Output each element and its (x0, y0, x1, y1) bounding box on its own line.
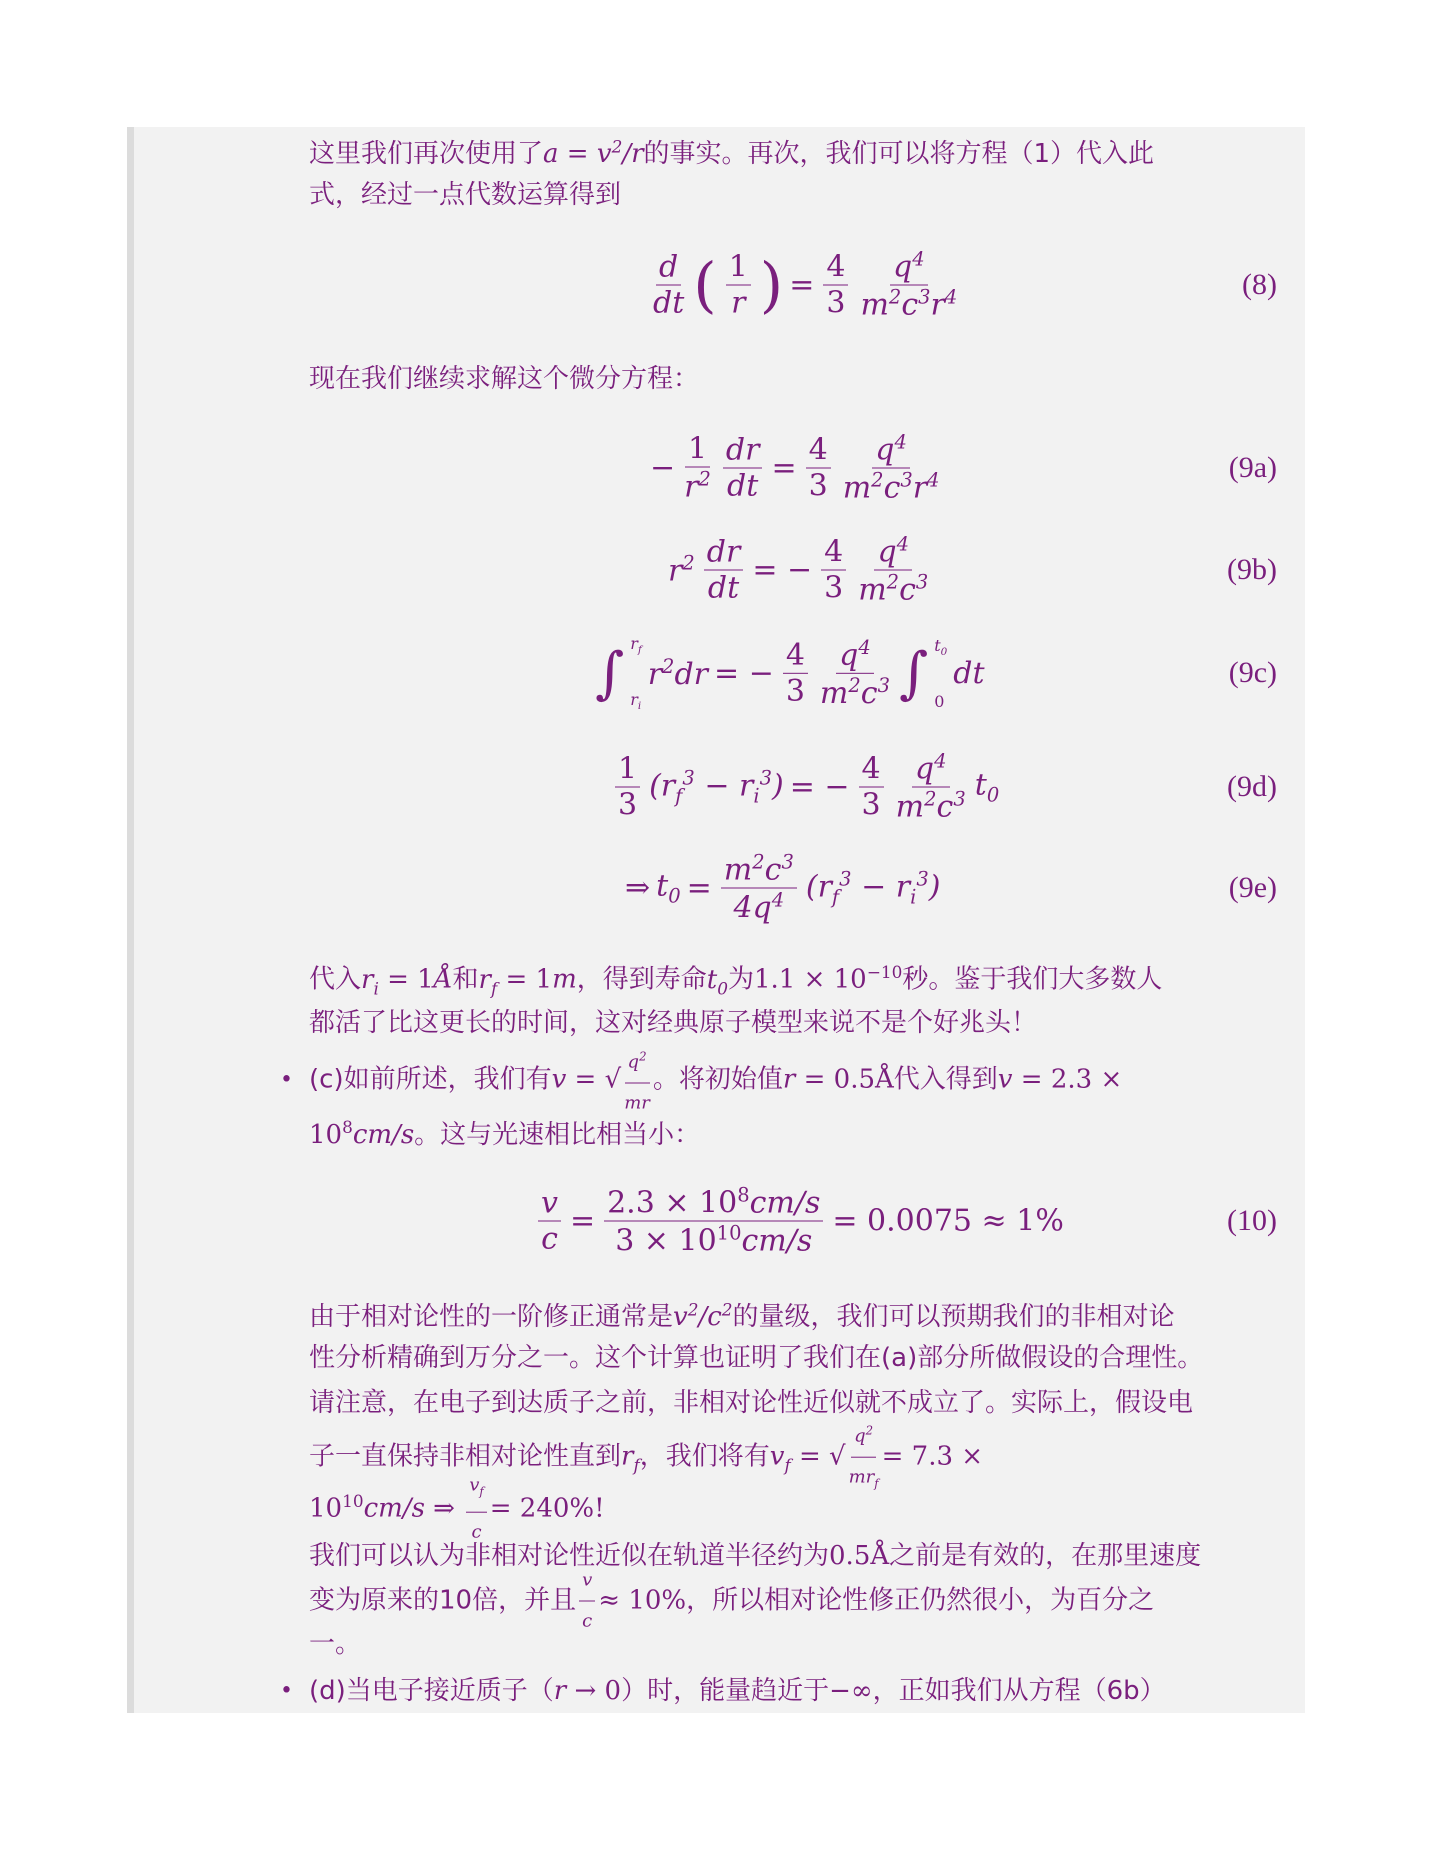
paragraph-line: 请注意，在电子到达质子之前，非相对论性近似就不成立了。实际上，假设电 (309, 1388, 1194, 1418)
paragraph-line: 都活了比这更长的时间，这对经典原子模型来说不是个好兆头！ (309, 1008, 1038, 1038)
equation-number: (9c) (1228, 656, 1277, 689)
equation-number: (8) (1242, 268, 1277, 301)
equation-9b: $r^2$ dr dt = − 4 3 $q^4$ $m^2c^3$ (668, 532, 929, 608)
paragraph-line: 变为原来的10倍，并且 $\frac{v}{c}$ ≈ 10%，所以相对论性修正仍然很小，为百分之 (309, 1561, 1154, 1642)
paragraph-line: 子一直保持非相对论性直到$r_f$，我们将有$v_f$ = √ $q^2$ $mr_f$ = 7.3 × (309, 1411, 983, 1504)
paragraph-line: 我们可以认为非相对论性近似在轨道半径约为0.5Å之前是有效的，在那里速度 (309, 1541, 1202, 1571)
paragraph-line: 代入$r_i$ = 1Å和$r_f = 1m$，得到寿命$t_0$为$1.1 \times 10^{-10}$秒。鉴于我们大多数人 (309, 962, 1163, 998)
equation-9d: 1 3 $(r_f^3 - r_i^3)$ = − 4 3 $q^4$ $m^2c^3$ $t_0$ (612, 750, 999, 825)
list-item-c: (c)如前所述，我们有v = √ $\frac{q^2}{mr}$ 。将初始值r = 0.5Å代入得到v = 2.3 × (309, 1037, 1122, 1124)
equation-number: (9d) (1227, 770, 1277, 803)
equation-number: (9b) (1227, 553, 1277, 586)
equation-8: d dt ( 1 r ) = 4 3 $q^4$ $m^2c^3r^4$ (653, 247, 958, 323)
equation-number: (9e) (1228, 871, 1277, 904)
paragraph-line: 这里我们再次使用了$a = v^2/r$的事实。再次，我们可以将方程（1）代入此 (309, 136, 1155, 169)
paragraph-line: 性分析精确到万分之一。这个计算也证明了我们在(a)部分所做假设的合理性。 (309, 1343, 1204, 1373)
equation-9e: ⇒ $t_0$ = $m^2c^3$ $4q^4$ $(r_f^3 - r_i^3)$ (625, 850, 941, 926)
paragraph-line: 由于相对论性的一阶修正通常是$v^2/c^2$的量级，我们可以预期我们的非相对论 (309, 1299, 1175, 1332)
equation-10: v c = $\frac{2.3 \times 10^8cm/s}{3 \times 10^{10}cm/s}$ = 0.0075 ≈ 1% (535, 1184, 1064, 1259)
equation-number: (9a) (1228, 451, 1277, 484)
equation-9a: − 1 $r^2$ dr dt = 4 3 $q^4$ $m^2c^3r^4$ (650, 430, 940, 506)
paragraph-line: $10^8cm/s$。这与光速相比相当小： (309, 1117, 701, 1150)
bullet: • (280, 1067, 293, 1093)
paragraph-line: $10^{10}cm/s$ ⇒ $\frac{v_f}{c}$ = 240%! (309, 1466, 605, 1553)
equation-number: (10) (1227, 1204, 1277, 1237)
paragraph-line: 式，经过一点代数运算得到 (309, 180, 622, 210)
list-item-d: (d)当电子接近质子（r → 0）时，能量趋近于−∞，正如我们从方程（6b） (309, 1676, 1166, 1706)
bullet: • (280, 1678, 293, 1704)
paragraph-line: 现在我们继续求解这个微分方程： (309, 364, 700, 394)
equation-9c: ∫ $r_f$ $r_i$ $r^2dr$ = − 4 3 $q^4$ $m^2c^3$ ∫ $t_0$ 0 dt (595, 633, 985, 713)
paragraph-line: 一。 (309, 1629, 362, 1659)
